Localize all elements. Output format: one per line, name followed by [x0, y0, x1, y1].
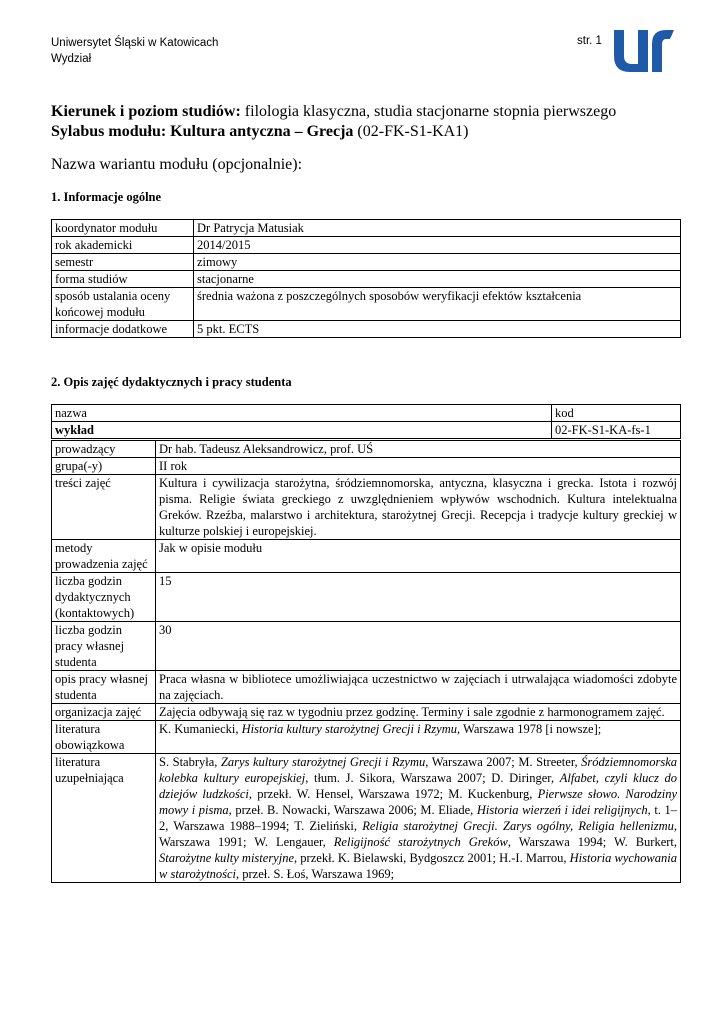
literature-supplementary	[156, 754, 681, 883]
col-name-header: nazwa	[52, 405, 552, 422]
book-title: Historia kultury starożytnej Grecji i Rzymu	[241, 722, 457, 736]
page-header	[51, 35, 218, 67]
table-row	[52, 754, 681, 883]
row-label: treści zajęć	[52, 475, 156, 540]
table-row	[52, 321, 681, 338]
book-title: Historia wychowania w starożytności	[159, 851, 677, 881]
class-header-table	[51, 404, 681, 439]
programme-title-value: filologia klasyczna, studia stacjonarne stopnia pierwszego	[240, 103, 617, 120]
lit-text: , Warszawa 1991; W. Lengauer,	[159, 819, 677, 849]
variant-label: Nazwa wariantu modułu (opcjonalnie):	[51, 156, 303, 173]
row-value: 5 pkt. ECTS	[194, 321, 681, 338]
module-title-label: Sylabus modułu: Kultura antyczna – Grecja	[51, 123, 354, 140]
book-title: Alfabet, czyli klucz do dziejów ludzkości	[159, 771, 677, 801]
table-row	[52, 622, 681, 671]
table-row	[52, 422, 681, 439]
row-value: Praca własna w bibliotece umożliwiająca uczestnictwo w zajęciach i utrwalająca wiadomości zdobyte na zajęciach.	[156, 671, 681, 704]
table-row	[52, 573, 681, 622]
table-row	[52, 441, 681, 458]
table-row	[52, 540, 681, 573]
table-row	[52, 254, 681, 271]
row-value: średnia ważona z poszczególnych sposobów weryfikacji efektów kształcenia	[194, 288, 681, 321]
lit-text: , przeł. S. Łoś, Warszawa 1969;	[235, 867, 395, 881]
class-code: 02-FK-S1-KA-fs-1	[552, 422, 681, 439]
book-title: Religijność starożytnych Greków	[333, 835, 508, 849]
class-details-table	[51, 440, 681, 883]
row-value: Kultura i cywilizacja starożytna, śródziemnomorska, antyczna, klasyczna i grecka. Istota i rozwój pisma. Religie świata greckiego z uwzględnieniem wpływów wschodnich. Kultura intelektualna Greków. Rzeźba, malarstwo i architektura, starożytnej Grecji. Recepcja i tradycje kultury greckiej w kulturze polskiej i europejskiej.	[156, 475, 681, 540]
row-value: 15	[156, 573, 681, 622]
book-title: Starożytne kulty misteryjne	[159, 851, 295, 865]
row-label: informacje dodatkowe	[52, 321, 194, 338]
lit-text: , Warszawa 1978 [i nowsze];	[457, 722, 602, 736]
row-label: prowadzący	[52, 441, 156, 458]
table-row	[52, 288, 681, 321]
lit-text: , Warszawa 2007; M. Streeter,	[425, 755, 582, 769]
module-title	[51, 121, 691, 142]
row-value: 2014/2015	[194, 237, 681, 254]
row-value: Zajęcia odbywają się raz w tygodniu przez godzinę. Terminy i sale zgodnie z harmonogramem zajęć.	[156, 704, 681, 721]
lit-text: , Warszawa 1994; W. Burkert,	[507, 835, 678, 849]
lit-text: , przekł. K. Bielawski, Bydgoszcz 2001; H.-I. Marrou,	[294, 851, 570, 865]
lit-text: , tłum. J. Sikora, Warszawa 2007; D. Diringer,	[305, 771, 560, 785]
row-value: zimowy	[194, 254, 681, 271]
row-value: Dr Patrycja Matusiak	[194, 220, 681, 237]
programme-title	[51, 101, 691, 122]
university-logo-icon	[608, 26, 676, 74]
university-name: Uniwersytet Śląski w Katowicach	[51, 37, 219, 49]
book-title: Religia starożytnej Grecji. Zarys ogólny, Religia hellenizmu	[362, 819, 674, 833]
literature-obligatory	[156, 721, 681, 754]
class-name: wykład	[52, 422, 552, 439]
unit-name: Wydział	[51, 53, 92, 65]
lit-text: , t. 1–2, Warszawa 1988–1994; T. Zieliński,	[159, 803, 678, 833]
row-label: liczba godzin dydaktycznych (kontaktowych)	[52, 573, 156, 622]
general-info-table	[51, 219, 681, 338]
book-title: Zarys kultury starożytnej Grecji i Rzymu	[220, 755, 426, 769]
table-row	[52, 704, 681, 721]
row-label: opis pracy własnej studenta	[52, 671, 156, 704]
row-value: Jak w opisie modułu	[156, 540, 681, 573]
lit-text: , przekł. W. Hensel, Warszawa 1972; M. Kuckenburg,	[248, 787, 538, 801]
row-label: organizacja zajęć	[52, 704, 156, 721]
book-title: Historia wierzeń i idei religijnych	[476, 803, 648, 817]
page-number: str. 1	[577, 35, 602, 47]
row-label: koordynator modułu	[52, 220, 194, 237]
table-row	[52, 458, 681, 475]
table-row	[52, 237, 681, 254]
section-2-heading: 2. Opis zajęć dydaktycznych i pracy studenta	[51, 375, 292, 389]
row-label: sposób ustalania oceny końcowej modułu	[52, 288, 194, 321]
table-row	[52, 671, 681, 704]
table-row	[52, 220, 681, 237]
lit-text: K. Kumaniecki,	[159, 722, 242, 736]
section-1-heading: 1. Informacje ogólne	[51, 190, 162, 204]
table-row	[52, 405, 681, 422]
row-label: literatura obowiązkowa	[52, 721, 156, 754]
row-label: rok akademicki	[52, 237, 194, 254]
col-code-header: kod	[552, 405, 681, 422]
row-label: forma studiów	[52, 271, 194, 288]
book-title: Pierwsze słowo. Narodziny mowy i pisma	[159, 787, 678, 817]
row-value: Dr hab. Tadeusz Aleksandrowicz, prof. UŚ	[156, 441, 681, 458]
lit-text: , przeł. B. Nowacki, Warszawa 2006; M. Eliade,	[228, 803, 477, 817]
row-label: liczba godzin pracy własnej studenta	[52, 622, 156, 671]
module-code: (02-FK-S1-KA1)	[353, 123, 469, 140]
row-label: literatura uzupełniająca	[52, 754, 156, 883]
row-value: 30	[156, 622, 681, 671]
table-row	[52, 721, 681, 754]
row-value: II rok	[156, 458, 681, 475]
table-row	[52, 475, 681, 540]
row-value: stacjonarne	[194, 271, 681, 288]
table-row	[52, 271, 681, 288]
row-label: semestr	[52, 254, 194, 271]
programme-title-label: Kierunek i poziom studiów:	[51, 103, 241, 120]
row-label: grupa(-y)	[52, 458, 156, 475]
book-title: Śródziemnomorska kolebka kultury europejskiej	[159, 755, 677, 785]
lit-text: S. Stabryła,	[159, 755, 221, 769]
row-label: metody prowadzenia zajęć	[52, 540, 156, 573]
